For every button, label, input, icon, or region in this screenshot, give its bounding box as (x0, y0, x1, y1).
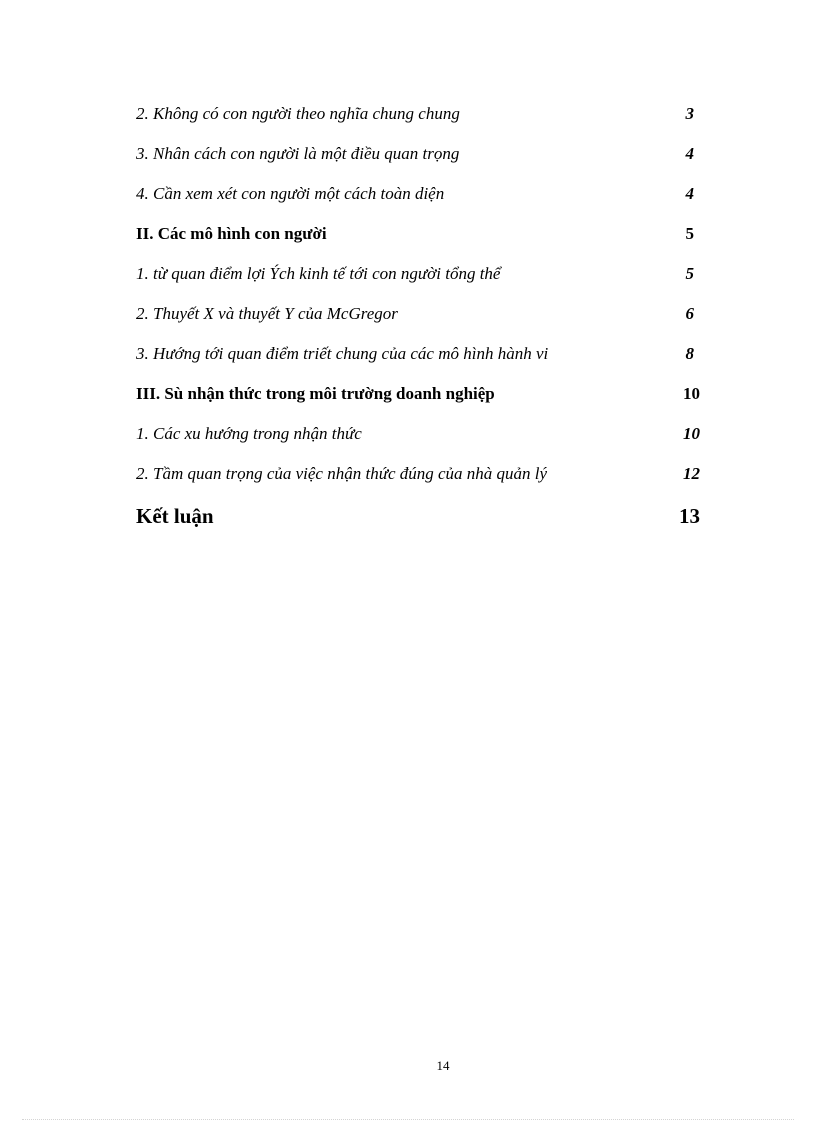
toc-entry-page: 4 (685, 184, 694, 203)
toc-section-page: 5 (685, 224, 694, 243)
toc-entry[interactable] (136, 100, 700, 140)
toc-entry-page: 12 (683, 464, 700, 483)
toc-entry-label: 3. Nhân cách con người là một điều quan trọng (136, 144, 460, 163)
toc-entry-label: 1. từ quan điểm lợi Ých kinh tế tới con người tổng thể (136, 264, 501, 283)
toc-entry[interactable] (136, 300, 700, 340)
toc-entry-label: 2. Tầm quan trọng của việc nhận thức đúng của nhà quản lý (136, 464, 548, 483)
toc-entry-label: 1. Các xu hướng trong nhận thức (136, 424, 362, 443)
toc-entry[interactable] (136, 260, 700, 300)
toc-conclusion-page: 13 (679, 504, 700, 528)
toc-entry-page: 4 (685, 144, 694, 163)
toc-entry-page: 10 (683, 424, 700, 443)
toc-entry-page: 6 (685, 304, 694, 323)
toc-entry[interactable] (136, 140, 700, 180)
toc-section-heading[interactable] (136, 380, 700, 420)
toc-entry-label: 2. Thuyết X và thuyết Y của McGregor (136, 304, 398, 323)
toc-entry-page: 3 (685, 104, 694, 123)
page-bottom-divider (22, 1119, 794, 1120)
toc-conclusion-label: Kết luận (136, 504, 214, 528)
toc-section-heading[interactable] (136, 220, 700, 260)
page-number (0, 1058, 816, 1074)
toc-entry-label: 2. Không có con người theo nghĩa chung chung (136, 104, 460, 123)
toc-entry[interactable] (136, 180, 700, 220)
page-number-text: 14 (436, 1058, 450, 1073)
toc-section-label: II. Các mô hình con người (136, 224, 327, 243)
toc-entry-page: 8 (685, 344, 694, 363)
toc-entry-page: 5 (685, 264, 694, 283)
toc-entry[interactable] (136, 340, 700, 380)
toc-entry-label: 3. Hướng tới quan điểm triết chung của các mô hình hành vi (136, 344, 549, 363)
toc-entry-label: 4. Cần xem xét con người một cách toàn diện (136, 184, 445, 203)
toc-entry[interactable] (136, 420, 700, 460)
toc-entry[interactable] (136, 460, 700, 500)
table-of-contents (136, 100, 700, 544)
toc-section-page: 10 (683, 384, 700, 403)
toc-section-label: III. Sù nhận thức trong môi trường doanh nghiệp (136, 384, 495, 403)
toc-conclusion[interactable] (136, 500, 700, 544)
